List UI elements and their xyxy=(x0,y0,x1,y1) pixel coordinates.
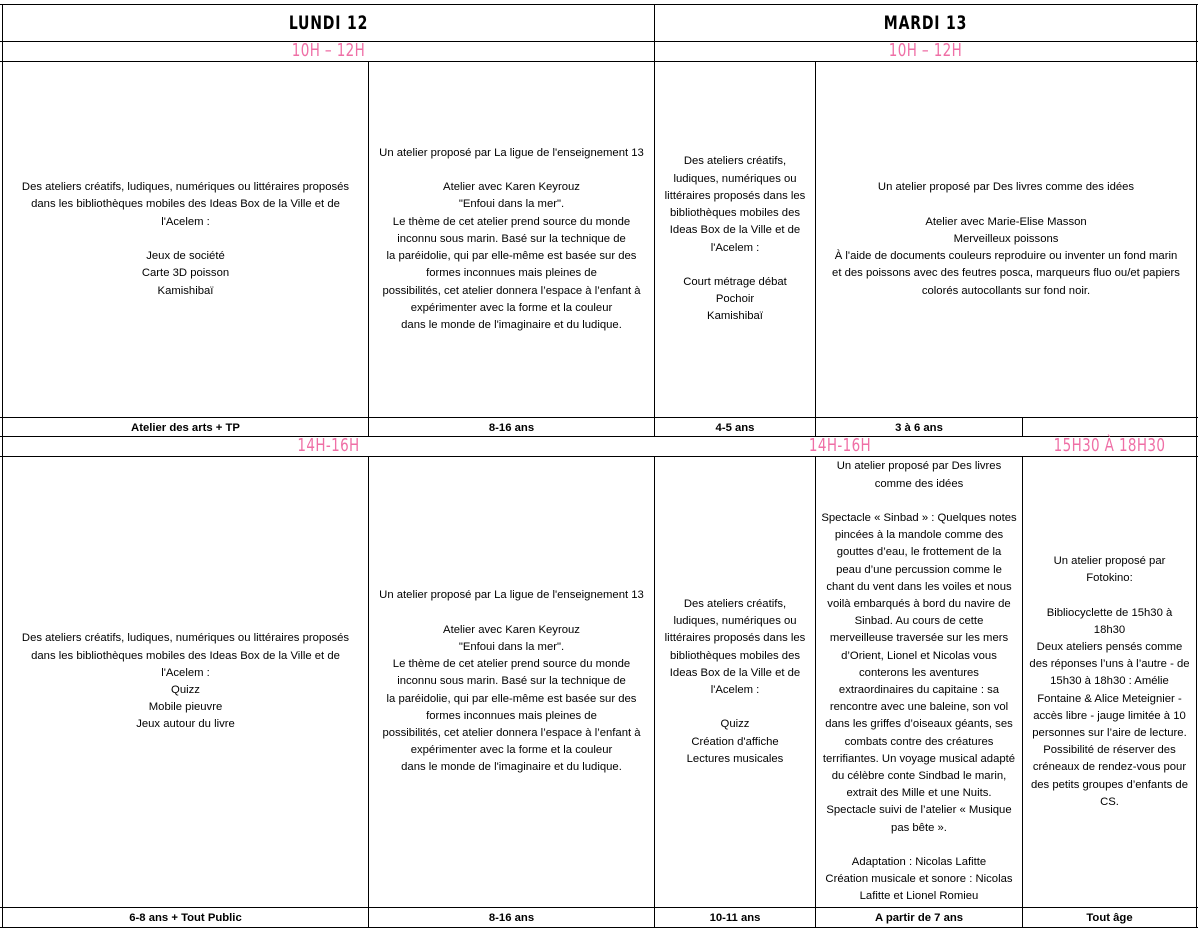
activity-monday-afternoon-2: Un atelier proposé par La ligue de l'enseignement 13 Atelier avec Karen Keyrouz "Enfoui dans la mer". Le thème de cet atelier prend source du monde inconnu sous marin. Basé sur la technique de la paréidolie, qui par elle-même est basée sur des formes inconnues mais pleines de possibilités, cet atelier donnera l’espace à l’enfant à expérimenter avec la forme et la couleur dans le monde de l'imaginaire et du ludique. xyxy=(379,589,644,774)
time-slot-tuesday-morning: 10H – 12H xyxy=(888,40,963,61)
age-tuesday-afternoon-2: A partir de 7 ans xyxy=(874,912,964,924)
day-header-monday: LUNDI 12 xyxy=(288,12,369,34)
activity-monday-afternoon-1: Des ateliers créatifs, ludiques, numériques ou littéraires proposés dans les bibliothèques mobiles des Ideas Box de la Ville et de l'Acelem : Quizz Mobile pieuvre Jeux autour du livre xyxy=(21,632,350,731)
activity-tuesday-morning-2: Un atelier proposé par Des livres comme des idées Atelier avec Marie-Elise Masson Merveilleux poissons À l'aide de documents couleurs reproduire ou inventer un fond marin et des poissons avec des feutres posca, marqueurs fluo ou/et papiers colorés autocollants sur fond noir. xyxy=(832,181,1180,297)
grid-line xyxy=(0,4,1198,5)
time-slot-monday-morning: 10H – 12H xyxy=(291,40,366,61)
age-monday-afternoon-2: 8-16 ans xyxy=(488,912,535,924)
age-monday-afternoon-1: 6-8 ans + Tout Public xyxy=(129,912,242,924)
time-slot-tuesday-late: 15H30 À 18H30 xyxy=(1053,435,1166,456)
grid-line xyxy=(1022,417,1023,437)
time-slot-monday-afternoon: 14H-16H xyxy=(297,435,360,456)
day-header-tuesday: MARDI 13 xyxy=(883,12,968,34)
activity-monday-morning-1: Des ateliers créatifs, ludiques, numériques ou littéraires proposés dans les bibliothèques mobiles des Ideas Box de la Ville et de l'Acelem : Jeux de société Carte 3D poisson Kamishibaï xyxy=(21,181,350,297)
age-tuesday-morning-2: 3 à 6 ans xyxy=(895,422,943,434)
activity-tuesday-afternoon-1: Des ateliers créatifs, ludiques, numériques ou littéraires proposés dans les bibliothèques mobiles des Ideas Box de la Ville et de l'Acelem : Quizz Création d'affiche Lectures musicales xyxy=(664,597,806,765)
activity-tuesday-afternoon-2: Un atelier proposé par Des livres comme des idées Spectacle « Sinbad » : Quelques notes pincées à la mandole comme des gouttes d’eau, le frottement de la peau d’une percussion comme le chant du vent dans les voiles et nous voilà embarqués à bord du navire de Sinbad. Au cours de cette merveilleuse traversée sur les mers d’Orient, Lionel et Nicolas vous conterons les aventures extraordinaires du capitaine : sa rencontre avec une baleine, son vol dans les griffes d’oiseaux géants, ses combats contre des créatures terrifiantes. Un voyage musical adapté du célèbre conte Sindbad le marin, extrait des Mille et une Nuits. Spectacle suivi de l’atelier « Musique pas bête ». Adaptation : Nicolas Lafitte Création musicale et sonore : Nicolas Lafitte et Lionel Romieu xyxy=(821,460,1017,903)
grid-line xyxy=(1196,4,1197,928)
age-monday-morning-1: Atelier des arts + TP xyxy=(131,422,240,434)
time-slot-tuesday-afternoon: 14H-16H xyxy=(808,435,872,456)
activity-monday-morning-2: Un atelier proposé par La ligue de l'enseignement 13 Atelier avec Karen Keyrouz "Enfoui dans la mer". Le thème de cet atelier prend source du monde inconnu sous marin. Basé sur la technique de la paréidolie, qui par elle-même est basée sur des formes inconnues mais pleines de possibilités, cet atelier donnera l’espace à l’enfant à expérimenter avec la forme et la couleur dans le monde de l'imaginaire et du ludique. xyxy=(379,146,644,331)
grid-line xyxy=(0,927,1198,928)
age-monday-morning-2: 8-16 ans xyxy=(488,422,535,434)
age-tuesday-morning-1: 4-5 ans xyxy=(715,422,755,434)
age-tuesday-afternoon-1: 10-11 ans xyxy=(709,912,761,924)
activity-tuesday-late: Un atelier proposé par Fotokino: Bibliocyclette de 15h30 à 18h30 Deux ateliers pensés comme des réponses l’uns à l’autre - de 15h30 à 18h30 : Amélie Fontaine & Alice Meteignier - accès libre - jauge limitée à 10 personnes sur l’aire de lecture. Possibilité de réserver des créneaux de rendez-vous pour des petits groupes d’enfants de CS. xyxy=(1029,554,1190,808)
age-tuesday-late: Tout âge xyxy=(1086,912,1133,924)
activity-tuesday-morning-1: Des ateliers créatifs, ludiques, numériques ou littéraires proposés dans les bibliothèques mobiles des Ideas Box de la Ville et de l'Acelem : Court métrage débat Pochoir Kamishibaï xyxy=(664,155,806,323)
